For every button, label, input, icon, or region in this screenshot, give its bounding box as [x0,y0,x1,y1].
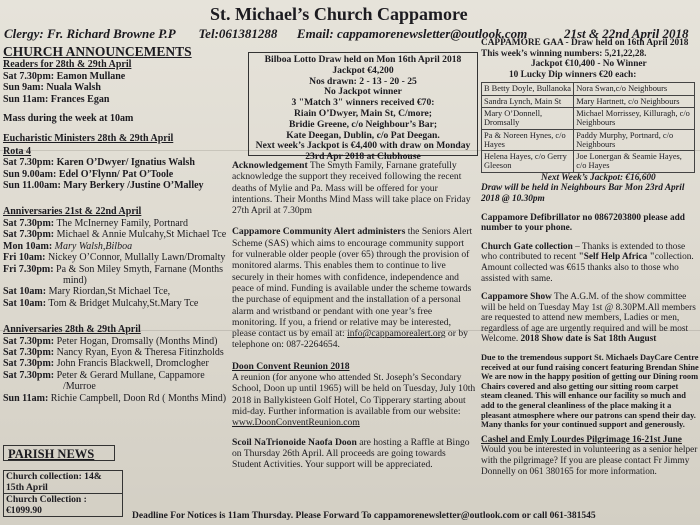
lotto-box [248,52,478,163]
lotto-line: Bridie Greene, c/o Neighbour’s Bar; [288,118,438,130]
gaa-numbers: This week’s winning numbers: 5,21,22,28. [481,48,647,59]
gaa-winners-table [481,82,695,172]
anniversary-line: Sat 7.30pm: Peter & Gerard Mullane, Cappamore [3,369,205,381]
pilgrimage-heading: Cashel and Emly Lourdes Pilgrimage 16-21st June [481,434,682,445]
anniversary-line: Sat 7.30pm: Peter Hogan, Dromsally (Months Mind) [3,335,218,347]
daycare-notice: Due to the tremendous support St. Michaels DayCare Centre received at our fund raising concert featuring Brendan Shine We are now in the happy position of getting our Dining room Chairs covered and also getting our sitting room carpet steam cleaned. This will enhance our facility so much and add to the general cleanliness of the place making it a pleasant atmosphere where our patrons can spend their day. Many thanks for your continued support and generously. [481,353,699,430]
gaa-heading: CAPPAMORE GAA - Draw held on 16th April 2018 [481,38,689,48]
announcements-column [3,46,225,404]
phone-text: Tel:061381288 [198,26,278,41]
community-alert-notice: Cappamore Community Alert administers the Seniors Alert Scheme (SAS) which aims to encourage community support for vulnerable older people (over 65) through the provision of monitored alarms. This enables them to continue to live securely in their homes with confidence, independence and peace of mind. Funding is available under the scheme towards the purchase of equipment and the installation of a personal alarm and wristband or pendant with one year’s free monitoring. If you, a friend or relative may be interested, please contact us by email at: info@cappamorealert.org or by telephone on: 087-2264654. [232,226,473,351]
reader-line: Sat 7.30pm: Eamon Mullane [3,70,126,82]
pilgrimage-notice: Would you be interested in volunteering as a senior helper with the pilgrimage? If you are please contact Fr Jimmy Donnelly on 061 380165 for more information. [481,445,698,477]
anniversary-line: Sat 10am: Tom & Bridget Mulcahy,St.Mary Tce [3,297,199,309]
lotto-line: Kate Deegan, Dublin, c/o Pat Deegan. [286,129,440,141]
anniversary-line: /Murroe [63,381,96,393]
minister-line: Sun 9.00am: Edel O’Flynn/ Pat O’Toole [3,168,174,180]
anniversary-line: Mon 10am: Mary Walsh,Bilboa [3,240,133,252]
anniversary-line: Fri 10am: Nickey O’Connor, Mullally Lawn/Dromalty [3,252,226,264]
table-row: Sandra Lynch, Main St Mary Hartnett, c/o Neighbours [482,95,695,107]
church-gate-notice: Church Gate collection – Thanks is extended to those who contributed to recent "Self Help Africa "collection. Amount collected was €615 thanks also to those who assisted with same. [481,241,694,284]
clergy-text: Clergy: Fr. Richard Browne P.P [4,26,176,41]
collection-box [3,470,123,517]
anniversary-line: Sat 10am: Mary Riordan,St Michael Tce, [3,286,171,298]
table-row: Pa & Noreen Hynes, c/o Hayes Paddy Murphy, Portnard, c/o Neighbours [482,129,695,151]
anniversary-line: mind) [63,274,87,286]
middle-column [232,160,476,470]
contact-line [4,26,527,42]
scoil-notice: Scoil NaTrionoide Naofa Doon are hosting a Raffle at Bingo on Thursday 26th April. All proceeds are going towards Student Activities. Your support will be appreciated. [232,436,470,471]
collection-date: Church collection: 14& 15th April [6,471,102,493]
minister-line: Sun 11.00am: Mary Berkery /Justine O’Malley [3,180,204,192]
right-column [481,38,699,477]
defibrillator-notice: Cappamore Defibrillator no 0867203800 please add number to your phone. [481,212,685,234]
rota-label: Rota 4 [3,145,32,157]
gaa-draw-note: Draw will be held in Neighbours Bar Mon 23rd April 2018 @ 10.30pm [481,183,685,204]
email-link[interactable]: Email: cappamorenewsletter@outlook.com [296,26,528,41]
lotto-line: Nos drawn: 2 - 13 - 20 - 25 [309,75,417,87]
table-row: B Betty Doyle, Bullanoka Nora Swan,c/o Neighbours [482,83,695,95]
gaa-jackpot: Jackpot €10,400 - No Winner [531,59,647,70]
issue-dates: 21st & 22nd April 2018 [564,26,689,41]
minister-line: Sat 7.30pm: Karen O’Dwyer/ Ignatius Walsh [3,157,195,169]
anniversary-line: Sat 7.30pm: The McInerney Family, Portnard [3,217,188,229]
acknowledgement-notice: Acknowledgement The Smyth Family, Farnane gratefully acknowledge the support they received following the recent deaths of Mylie and Pa. Mass will be offered for your intentions. Their Months Mind Mass will take place on Friday 27th April at 7.30pm [232,160,471,217]
reader-line: Sun 11am: Frances Egan [3,93,110,105]
mass-note: Mass during the week at 10am [3,113,134,125]
lotto-line: Bilboa Lotto Draw held on Mon 16th April 2018 [264,54,462,65]
ministers-heading: Eucharistic Ministers 28th & 29th April [3,133,174,145]
lotto-line: Riain O’Dwyer, Main St, C/more; [293,107,433,119]
lotto-line: No Jackpot winner [324,86,402,98]
anniversaries-heading: Anniversaries 21st & 22nd April [3,206,142,218]
announcements-heading: CHURCH ANNOUNCEMENTS [3,44,192,59]
doon-reunion-heading: Doon Convent Reunion 2018 [232,360,350,372]
anniversary-line: Sat 7.30pm: Michael & Annie Mulcahy,St Michael Tce [3,229,227,241]
doon-reunion-notice: A reunion (for anyone who attended St. Joseph’s Secondary School, Doon up until 1965) will be held on Tuesday, July 10th 2018 in Ballykisteen Golf Hotel, Co Tipperary starting about mid-day. Further information is available from our website: [232,372,476,417]
parish-news-heading: PARISH NEWS [8,447,95,461]
anniversary-line: Sat 7.30pm: Nancy Ryan, Eyon & Theresa Fitinzholds [3,346,224,358]
lotto-line: Jackpot €4,200 [332,64,394,76]
anniversary-line: Sat 7.30pm: John Francis Blackwell, Dromclogher [3,358,209,370]
lotto-line: Next week’s Jackpot is €4,400 with draw on Monday [255,140,471,152]
lotto-line: 23rd Apr 2018 at Clubhouse [305,151,421,163]
anniversary-line: Sun 11am: Richie Campbell, Doon Rd ( Months Mind) [3,392,227,404]
deadline-notice: Deadline For Notices is 11am Thursday. Please Forward To cappamorenewsletter@outlook.com or call 061-381545 [132,511,596,521]
doon-website-link[interactable]: www.DoonConventReunion.com [232,417,360,429]
church-title: St. Michael’s Church Cappamore [210,4,468,24]
readers-heading: Readers for 28th & 29th April [3,59,132,71]
show-notice: Cappamore Show The A.G.M. of the show committee will be held on Tuesday May 1st @ 8.30PM.All members are requested to attend new members, Ladies or men, regardless of age are urgently required and will be most Welcome. 2018 Show date is Sat 18th August [481,292,696,345]
lotto-line: 3 "Match 3" winners received €70: [291,97,435,109]
collection-amount: Church Collection : €1099.90 [4,493,122,516]
reader-line: Sun 9am: Nuala Walsh [3,82,101,94]
anniversary-line: Fri 7.30pm: Pa & Son Miley Smyth, Farnane (Months [3,263,223,275]
table-row: Mary O’Donnell, Dromsally Michael Morrissey, Killuragh, c/o Neighbours [482,107,695,129]
gaa-lucky-dip: 10 Lucky Dip winners €20 each: [509,69,637,80]
gaa-next-jackpot: Next Week’s Jackpot: €16,600 [541,172,656,183]
table-row: Helena Hayes, c/o Gerry Gleeson Joe Lonergan & Seamie Hayes, c/o Hayes [482,151,695,173]
anniversaries-heading: Anniversaries 28th & 29th April [3,324,141,336]
alert-email-link[interactable]: info@cappamorealert.org [347,328,446,340]
